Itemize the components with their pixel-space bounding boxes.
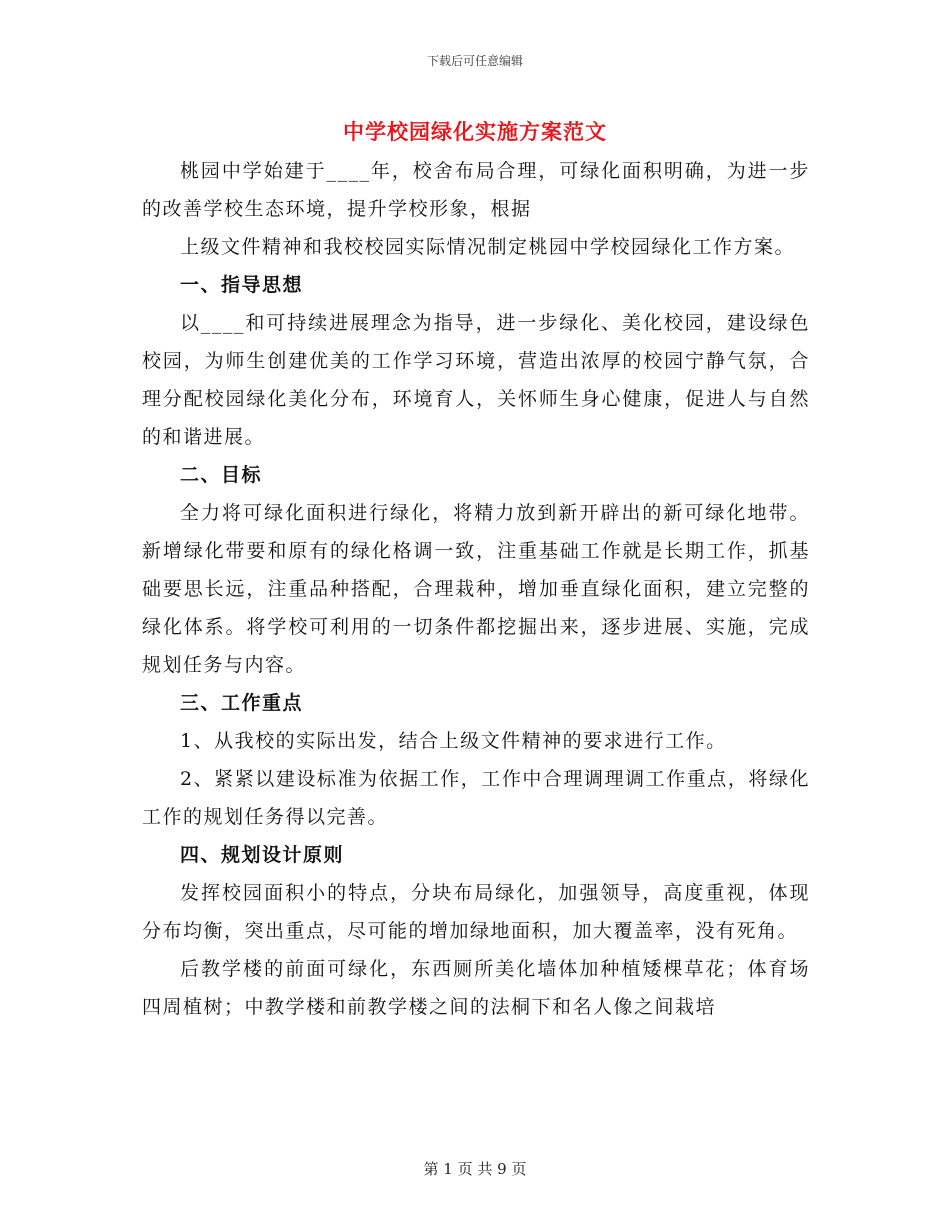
paragraph-planting-plan: 后教学楼的前面可绿化，东西厕所美化墙体加种植矮棵草花；体育场四周植树；中教学楼和前教学楼之间的法桐下和名人像之间栽培 bbox=[142, 958, 810, 1018]
paragraph-intro: 桃园中学始建于____年，校舍布局合理，可绿化面积明确，为进一步的改善学校生态环境，提升学校形象，根据 bbox=[142, 160, 810, 220]
paragraph-key-work-2: 2、紧紧以建设标准为依据工作，工作中合理调理调工作重点，将绿化工作的规划任务得以完善。 bbox=[142, 768, 810, 828]
section-heading-key-work: 三、工作重点 bbox=[180, 692, 304, 714]
document-title: 中学校园绿化实施方案范文 bbox=[343, 119, 607, 144]
page-number: 第 1 页 共 9 页 bbox=[423, 1160, 527, 1178]
paragraph-intro-continued: 上级文件精神和我校校园实际情况制定桃园中学校园绿化工作方案。 bbox=[180, 236, 796, 258]
section-heading-guiding-idea: 一、指导思想 bbox=[180, 274, 304, 296]
paragraph-key-work-1: 1、从我校的实际出发，结合上级文件精神的要求进行工作。 bbox=[180, 730, 727, 752]
document-body bbox=[142, 152, 810, 1026]
page-header-note: 下载后可任意编辑 bbox=[426, 54, 523, 68]
section-heading-goals: 二、目标 bbox=[180, 464, 263, 486]
paragraph-guiding-idea: 以____和可持续进展理念为指导，进一步绿化、美化校园，建设绿色校园，为师生创建优美的工作学习环境，营造出浓厚的校园宁静气氛，合理分配校园绿化美化分布，环境育人，关怀师生身心健康，促进人与自然的和谐进展。 bbox=[142, 312, 810, 448]
section-heading-design-principles: 四、规划设计原则 bbox=[180, 844, 345, 866]
paragraph-goals: 全力将可绿化面积进行绿化，将精力放到新开辟出的新可绿化地带。新增绿化带要和原有的绿化格调一致，注重基础工作就是长期工作，抓基础要思长远，注重品种搭配，合理栽种，增加垂直绿化面积，建立完整的绿化体系。将学校可利用的一切条件都挖掘出来，逐步进展、实施，完成规划任务与内容。 bbox=[142, 502, 810, 676]
paragraph-design-principles: 发挥校园面积小的特点，分块布局绿化，加强领导，高度重视，体现分布均衡，突出重点，尽可能的增加绿地面积，加大覆盖率，没有死角。 bbox=[142, 882, 810, 942]
